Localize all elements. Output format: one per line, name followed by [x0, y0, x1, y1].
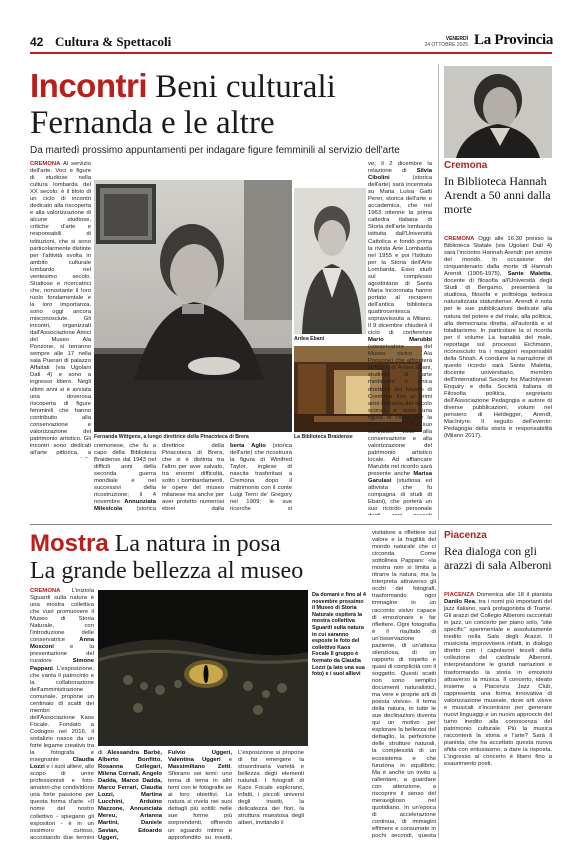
main-col2-text: cremonese, che fu a capo della Biblioteca Braidense dal 1943 nel difficili anni della seconda guerra mondiale e nel successivi della ricostruzione; il 4 novembre [94, 443, 156, 506]
crocodile-caption: Da domani e fino al 4 novembre prossimo il Museo di Storia Naturale ospiterà la mostra collettiva Sguardi sulla natura in cui saranno esposte le foto del collettivo Kaos Focale Il gruppo è formato da Claudia Lozzi (a lato una sua foto) e i suoi allievi [312, 592, 366, 678]
second-col3-bold1: Fulvio Uggeri, Valentina Uggeri [168, 750, 232, 764]
library-caption: La Biblioteca Braidense [294, 434, 353, 440]
ardea-caption: Ardea Ebani [294, 336, 325, 342]
main-col4-text: (storica dell'arte) che ricostruirà la figura di Winifred Taylor, inglese di nascita trasferitasi a Cremona dopo il matrimonio con il conte Luigi Terni de' Gregory nel 1909; le sue ricerche si [230, 443, 292, 513]
main-col5 [368, 161, 432, 515]
main-col5-text3: (conservatore del Museo civico Ala Ponzone) che affronterà la figura di Ardea Ebani, studiosa di arte medievale e unica direttrice del Museo di Cremona fino ai primi anni Novanta del secolo scorso, e stata una figura di rilievo per la città, per il suo contributo volto alla conservazione e alla valorizzazione del patrimonio artistico locale. Ad affiancare Marubbi nel ricordo sarà presente anche [368, 344, 432, 478]
page-number: 42 [30, 35, 44, 49]
main-col3-text: direttrice della Pinacoteca di Brera, che si è distinta tra l'altro per aver salvato, tra enormi difficoltà, sotto i bombardamenti, le opere del museo milanese ma anche per aver protetto numerosi ebrei dalla [162, 443, 224, 513]
sidebar2-text: Domenica alle 18 il pianista [474, 592, 552, 598]
sidebar1-divider [438, 64, 439, 520]
second-col1-bold1: Anna Mosconi [30, 637, 94, 651]
ardea-photo-image [294, 188, 366, 334]
sidebar2-city: PIACENZA [444, 592, 475, 598]
sidebar1-city-label: Cremona [444, 160, 488, 171]
second-col1-bold3: Claudia Lozzi [30, 757, 94, 771]
ardea-photo [294, 188, 366, 334]
main-subtitle: Da martedì prossimo appuntamenti per indagare figure femminili al servizio dell'arte [30, 145, 400, 156]
masthead: La Provincia [474, 32, 554, 48]
main-col2 [94, 443, 156, 513]
arendt-photo-image [444, 66, 552, 158]
main-col3 [162, 443, 224, 513]
main-col5-text4: (studiosa ed attivista che fu compagna di studi di Ebani), che porterà un suo ricordo personale [368, 478, 432, 513]
sidebar2-divider [438, 530, 439, 838]
main-col1-text: Al servizio dell'arte. Voci e figure di studiose nella cultura lombarda del XX secolo: è il titolo di un ciclo di incontri dedicato alla riscoperta e alla valorizzazione di alcune studiose, critiche d'arte e responsabili di istituzioni, che si sono particolarmente distinte per l'attività svolta in ambito culturale lombardo nel ventesimo secolo. Studiose e ricercatrici che, nonostante il loro ruolo fondamentale e la loro importanza, sono oggi ancora misconosciute. Gli incontri, organizzati dall'Associazione Amici del Museo Ala Ponzone, si terranno sempre alle 17 nella sala Puerari di palazzo Affaitati (via Ugolani Dati 4) e sono a ingresso libero. Negli ultimi anni si è avviata una doverosa riscoperta di figure femminili che hanno contribuito alla conservazione e valorizzazione del patrimonio artistico. Gli incontri sono dedicati all'arte pittorica, a [30, 161, 91, 456]
main-col4 [230, 443, 292, 513]
second-col3 [168, 750, 232, 840]
sidebar1-title: In Biblioteca Hannah Arendt a 50 anni dalla morte [444, 174, 551, 217]
portrait-caption: Fernanda Wittgens, a lungo direttrice della Pinacoteca di Brera [94, 434, 249, 440]
portrait-photo-image [94, 180, 292, 432]
second-col5-text: visitatore a riflettere sul valore e la fragilità del mondo naturale che ci circonda. Come sottolinea Pappani: «la mostra non si limita a ritrarre la natura, ma la interpreta attraverso gli occhi dei fotografi, trasformando ogni immagine in un racconto visivo capace di emozionare e far riflettere. Ogni fotografia è il risultato di un'osservazione paziente, di un'attesa silenziosa, di un rapporto di rispetto e quasi di complicità con il soggetto. Questi scatti non sono semplici documenti naturalistici, ma vere e proprie arti di poesia visiva». Il tema della natura, in tutte le sue declinazioni diventa qui un motivo per esplorare la bellezza del dettaglio, la perfezione delle strutture naturali, la complessità di un ecosistema e che funziona in equilibrio. Ma è anche un invito a rallentare, a guardare con attenzione, a riscoprire il senso del meraviglioso nel quotidiano. In un'epoca di accelerazione continua, di immagini effimere e consumate in pochi secondi, questa [372, 530, 436, 838]
second-col1-text2: e la presentazione del curatore [30, 644, 94, 665]
second-col1-text: L'iniziola Sguardi sulla natura è una mostra collettiva che vuol promuovere il Museo di Storia Naturale, con l'introduzione delle conservatrice [30, 588, 94, 644]
header-date: 24 OTTOBRE 2025 [424, 42, 468, 48]
second-col1-city: CREMONA [30, 588, 61, 594]
second-kicker: Mostra [30, 530, 109, 557]
second-col3-text2: . Sfiorano sei temi: uno tema di tema in altri temi con le fotografie se ai loro obiettivi. La natura si rivela nei suoi dettagli più sottili: nelle sue forme più sorprendenti, offrendo un sguardo intimo e approfondito su insetti, [168, 764, 232, 840]
header-rule [30, 52, 552, 54]
sidebar2-text2: , tra i nomi più importanti del jazz italiano, sarà protagonista di Trame. Gli arazzi del Collegio Alberoni raccontati in jazz, un concerto per piano solo, "site specific" sperimentale e assolutamente inedito nella Sala degli Arazzi. Il musicista improvviserà infatti, in dialogo diretto con i capolavori tessili della collezione del cardinale Alberoni, interpretandone le grandi narrazioni e trasformando la storia in emozioni attraverso la musica. Il concerto, ideato insieme a Piacenza Jazz Club, rappresenta una forma innovativa di valorizzazione museale, dove arti visive e musicali s'incontrano per generare nuovi linguaggi e un nuovo approccio del turno inedito alla conoscenza del patrimonio culturale. Più la musica racconterà la storia e l'arte? Sarà il pianista, che ha accettato questa nuova sfida con entusiasmo, a dare la risposta. L'ingresso al concerto è libero fino a esaurimento posti. [444, 599, 552, 768]
second-col1 [30, 588, 94, 840]
main-col2-text2: (storica [136, 506, 156, 513]
main-col4-bold: berta Aglio [230, 443, 266, 449]
second-col3-bold2: Massimiliano Zetti [168, 764, 231, 771]
main-title-line2: Fernanda e le altre [30, 105, 275, 141]
main-col5-bold2: Mario Marubbi [368, 337, 432, 344]
main-headline [30, 68, 450, 141]
main-col2-bold: Annunziata Milesicola [94, 499, 156, 513]
crocodile-photo-image [98, 590, 308, 746]
portrait-photo [94, 180, 292, 432]
sidebar1-bold: Sante Maletta [507, 271, 551, 278]
sidebar2-body [444, 592, 552, 838]
sidebar1-body [444, 236, 552, 518]
main-col5-text1: ve; il 2 dicembre la relazione di [368, 161, 432, 175]
second-col5 [372, 530, 436, 838]
second-col1-bold2: Simone Pappani [30, 658, 94, 672]
sidebar1-text: Oggi alle 16.30 presso la Biblioteca Statale (via Ugolani Dati 4) sarà l'incontro Hannah Arendt: per amore del mondo. In occasione del cinquantenario dalla morte di Hannah Arendt (1906-1975), [444, 236, 552, 278]
main-kicker: Incontri [30, 67, 147, 104]
sidebar2-bold: Danilo Rea [444, 599, 475, 606]
second-col2-text: di [98, 750, 108, 756]
sidebar2-city-label: Piacenza [444, 530, 487, 541]
main-col5-text2: (storica dell'arte) sarà incentrata su Maria Luisa Gatti Perer, storica dell'arte e accademica, che nel 1963 ottenne la prima cattedra italiana di Storia dell'arte lombarda istituita dall'Università Cattolica e fondò prima la rivista Arte Lombarda nel 1955 e poi l'Istituto per la Storia dell'Arte Lombarda. Esso studi sul complesso agostiniano di Santa Maria Incoronata hanno portato al recupero dell'antica biblioteca quattrocentesca sopravvissuta a Milano. Il 9 dicembre chiuderà il ciclo di conferenze [368, 175, 432, 337]
arendt-photo [444, 66, 552, 158]
second-col1-text4: e i suoi allievi, allo scopo di unire professionisti e foto-amatori che condividono una forte passione per questa forma d'arte. «Il nome del nostro collettivo - spiegano gli espositori - è in un ossimoro curioso, accostando due termini [30, 764, 94, 840]
second-col2-bold: Alessandra Barbè, Alberto Bonfitto, Rosanna Cellegari, Milena Cornali, Angelo Dadda, Marco Dadda, Marco Ferrari, Claudia Lozzi, Martina Lucchini, Arduino Mazzone, Annunciata Mereu, Arianna Martini, Daniele Savian, Edoardo Uggeri, [98, 750, 162, 840]
second-col1-text3: . L'esposizione, che vanta il patrocinio e la collaborazione dell'amministrazione comunale, propone un centinaio di scatti dei membri dell'Associazione Kaos Focale. Fondato a Codogno nel 2016, il sodalizio nasce da un forte legame creativo tra la fotografa e insegnante [30, 665, 94, 764]
sidebar1-city: CREMONA [444, 236, 475, 242]
main-title-line1: Beni culturali [155, 69, 336, 105]
second-title-line2: La grande bellezza al museo [30, 558, 304, 584]
second-title-line1: La natura in posa [114, 531, 281, 557]
second-col4: L'esposizione si propone di far emergere la straordinaria varietà e bellezza degli elementi naturali. I fotografi di Kaos Focale esplorano, infatti, i piccoli universi degli insetti, la delicatezza dei fiori, la struttura maestosa degli alberi, invitando il [238, 750, 304, 827]
section-divider [30, 524, 552, 525]
main-col5-bold1: Silvia Cibolini [368, 168, 432, 182]
second-col2 [98, 750, 162, 840]
second-col3-text1: e [220, 757, 232, 764]
sidebar1-text2: , docente di filosofia all'Università degli Studi di Bergamo, presenterà la studiosa, filosofa e politologa tedesca naturalizzata statunitense. Arendt è nota per le sue pubblicazioni dedicate alla natura del potere e del male, alla politica, alla democrazia diretta, all'autorità e al totalitarismo. In particolare la si ricorda per il volume La banalità del male, reportage sul processo Eichmann, riconosciuto tra i maggiori responsabili della Shoah. A condurre la narrazione di questo ricordo sarà Sante Maletta, docente universitario, membro dell'International Society for Maclntyrean Enquiry e della Società italiana di Filosofia politica, segretario dell'Associazione Pedagogia e autore di diverse pubblicazioni, volumi nel pensiero di Heidegger, Arendt, MacIntyre. Il seguito dell'evento: Pedagogia della storia e responsabilità (Milano 2017). [444, 271, 552, 440]
main-col5-bold3: Marisa Garulasi [368, 471, 432, 485]
main-col1-city: CREMONA [30, 161, 61, 167]
sidebar2-title: Rea dialoga con gli arazzi di sala Alberoni [444, 544, 552, 573]
header-day: VENERDÌ [445, 36, 468, 42]
section-title: Cultura & Spettacoli [55, 34, 172, 49]
main-col1 [30, 161, 91, 458]
crocodile-photo [98, 590, 308, 746]
